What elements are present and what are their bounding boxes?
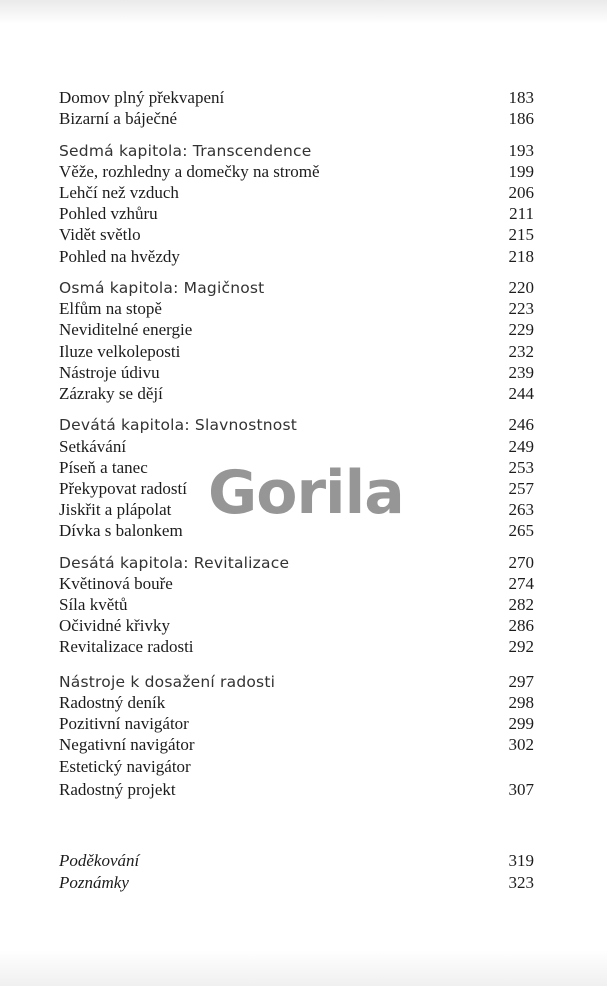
toc-entry-title: Iluze velkoleposti xyxy=(59,342,181,361)
toc-entry-page: 263 xyxy=(508,500,534,519)
toc-entry-page: 265 xyxy=(508,521,534,540)
toc-chapter xyxy=(59,552,534,574)
toc-entry-page: 229 xyxy=(508,320,534,339)
toc-entry-title: Vidět světlo xyxy=(59,225,141,244)
toc-chapter xyxy=(59,671,534,693)
toc-entry xyxy=(59,182,534,204)
toc-entry-page: 211 xyxy=(509,204,534,223)
toc-entry-title: Estetický navigátor xyxy=(59,757,191,776)
toc-entry xyxy=(59,594,534,616)
toc-entry xyxy=(59,362,534,384)
toc-entry-page: 274 xyxy=(508,574,534,593)
toc-entry-title: Píseň a tanec xyxy=(59,458,148,477)
toc-entry-page: 319 xyxy=(508,851,534,870)
toc-entry xyxy=(59,108,534,130)
toc-entry-title: Jiskřit a plápolat xyxy=(59,500,172,519)
toc-entry xyxy=(59,298,534,320)
toc-entry-title: Negativní navigátor xyxy=(59,735,195,754)
toc-entry xyxy=(59,636,534,658)
toc-backmatter xyxy=(59,872,534,894)
toc-entry-title: Věže, rozhledny a domečky na stromě xyxy=(59,162,320,181)
toc-entry-title: Dívka s balonkem xyxy=(59,521,183,540)
toc-entry-page: 298 xyxy=(508,693,534,712)
toc-chapter-page: 270 xyxy=(508,553,534,572)
toc-entry-title: Poděkování xyxy=(59,851,140,870)
toc-chapter-title: Sedmá kapitola: Transcendence xyxy=(59,142,312,160)
toc-entry-title: Překypovat radostí xyxy=(59,479,187,498)
toc-entry xyxy=(59,779,534,801)
toc-chapter-page: 220 xyxy=(508,278,534,297)
toc-entry xyxy=(59,341,534,363)
toc-entry-page: 183 xyxy=(508,88,534,107)
watermark-logo: Gorila xyxy=(208,458,404,528)
toc-entry-title: Síla květů xyxy=(59,595,128,614)
toc-entry-page: 323 xyxy=(508,873,534,892)
toc-entry xyxy=(59,383,534,405)
toc-entry-page: 239 xyxy=(508,363,534,382)
toc-entry xyxy=(59,713,534,735)
toc-entry-title: Setkávání xyxy=(59,437,127,456)
toc-entry-page: 286 xyxy=(508,616,534,635)
toc-entry-title: Poznámky xyxy=(59,873,129,892)
toc-entry-title: Očividné křivky xyxy=(59,616,170,635)
toc-chapter-page: 193 xyxy=(508,141,534,160)
toc-entry xyxy=(59,615,534,637)
toc-entry-title: Radostný deník xyxy=(59,693,166,712)
toc-entry xyxy=(59,319,534,341)
toc-chapter-title: Osmá kapitola: Magičnost xyxy=(59,279,265,297)
toc-entry xyxy=(59,246,534,268)
toc-entry xyxy=(59,436,534,458)
toc-entry-title: Bizarní a báječné xyxy=(59,109,177,128)
toc-entry-title: Květinová bouře xyxy=(59,574,173,593)
toc-entry-page: 232 xyxy=(508,342,534,361)
toc-chapter-page: 246 xyxy=(508,415,534,434)
toc-entry-page: 223 xyxy=(508,299,534,318)
toc-entry-page: 215 xyxy=(508,225,534,244)
toc-chapter xyxy=(59,277,534,299)
toc-entry-title: Pohled na hvězdy xyxy=(59,247,180,266)
toc-chapter-title: Desátá kapitola: Revitalizace xyxy=(59,554,290,572)
toc-entry-page: 253 xyxy=(508,458,534,477)
toc-entry-title: Neviditelné energie xyxy=(59,320,193,339)
toc-entry xyxy=(59,87,534,109)
toc-entry-page: 282 xyxy=(508,595,534,614)
toc-entry-page: 307 xyxy=(508,780,534,799)
toc-chapter-title: Devátá kapitola: Slavnostnost xyxy=(59,416,298,434)
toc-entry xyxy=(59,756,534,778)
toc-entry-title: Radostný projekt xyxy=(59,780,176,799)
toc-chapter xyxy=(59,140,534,162)
toc-entry-page: 199 xyxy=(508,162,534,181)
toc-entry-page: 186 xyxy=(508,109,534,128)
toc-entry-title: Nástroje údivu xyxy=(59,363,160,382)
toc-entry-page: 292 xyxy=(508,637,534,656)
toc-backmatter xyxy=(59,850,534,872)
toc-entry xyxy=(59,734,534,756)
toc-chapter-title: Nástroje k dosažení radosti xyxy=(59,673,276,691)
toc-entry-page: 244 xyxy=(508,384,534,403)
toc-entry-title: Zázraky se dějí xyxy=(59,384,163,403)
toc-entry-page: 302 xyxy=(508,735,534,754)
toc-entry xyxy=(59,161,534,183)
toc-entry xyxy=(59,224,534,246)
toc-entry-title: Lehčí než vzduch xyxy=(59,183,179,202)
toc-entry xyxy=(59,203,534,225)
toc-entry xyxy=(59,573,534,595)
toc-entry-page: 249 xyxy=(508,437,534,456)
toc-entry-title: Domov plný překvapení xyxy=(59,88,225,107)
toc-entry-page: 257 xyxy=(508,479,534,498)
toc-entry-title: Revitalizace radosti xyxy=(59,637,194,656)
toc-entry-page: 206 xyxy=(508,183,534,202)
toc-entry-page: 299 xyxy=(508,714,534,733)
toc-chapter-page: 297 xyxy=(508,672,534,691)
toc-entry-title: Pozitivní navigátor xyxy=(59,714,189,733)
toc-chapter xyxy=(59,414,534,436)
toc-entry-title: Pohled vzhůru xyxy=(59,204,158,223)
toc-entry-page: 218 xyxy=(508,247,534,266)
toc-entry xyxy=(59,692,534,714)
toc-entry-title: Elfům na stopě xyxy=(59,299,162,318)
